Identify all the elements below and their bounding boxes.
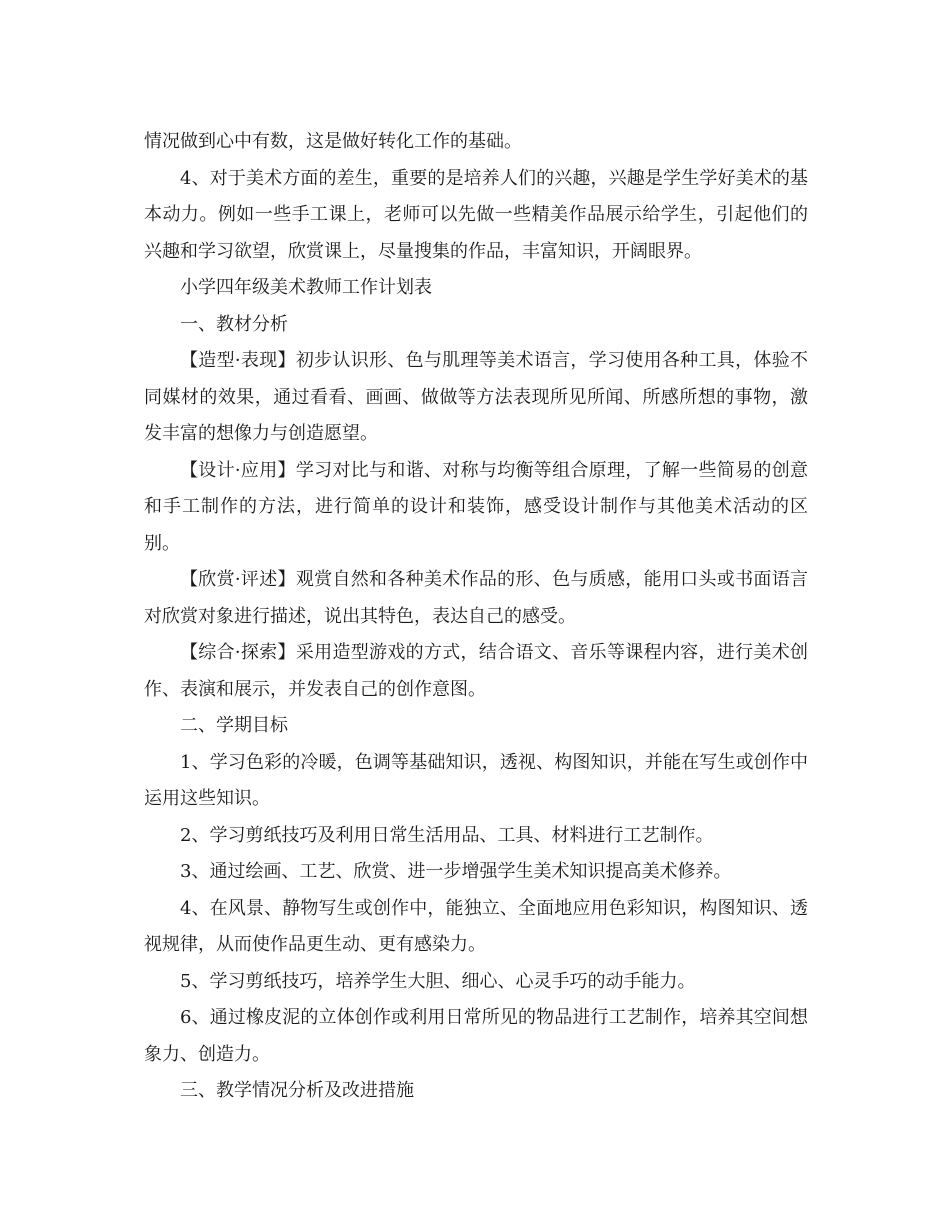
paragraph: 情况做到心中有数，这是做好转化工作的基础。 <box>144 131 522 152</box>
list-item: 3、通过绘画、工艺、欣赏、进一步增强学生美术知识提高美术修养。 <box>180 861 732 882</box>
paragraph: 【设计·应用】学习对比与和谐、对称与均衡等组合原理，了解一些简易的创意和手工制作的方法，进行简单的设计和装饰，感受设计制作与其他美术活动的区别。 <box>144 459 808 554</box>
paragraph: 【造型·表现】初步认识形、色与肌理等美术语言，学习使用各种工具，体验不同媒材的效果，通过看看、画画、做做等方法表现所见所闻、所感所想的事物，激发丰富的想像力与创造愿望。 <box>144 350 808 444</box>
section-title: 小学四年级美术教师工作计划表 <box>180 277 432 298</box>
list-item: 2、学习剪纸技巧及利用日常生活用品、工具、材料进行工艺制作。 <box>180 824 714 846</box>
document-page <box>144 124 808 1110</box>
paragraph: 【综合·探索】采用造型游戏的方式，结合语文、音乐等课程内容，进行美术创作、表演和展示，并发表自己的创作意图。 <box>144 642 808 700</box>
list-item: 6、通过橡皮泥的立体创作或利用日常所见的物品进行工艺制作，培养其空间想象力、创造力。 <box>144 1007 808 1065</box>
list-item: 4、在风景、静物写生或创作中，能独立、全面地应用色彩知识，构图知识、透视规律，从而使作品更生动、更有感染力。 <box>144 897 808 955</box>
section-heading: 三、教学情况分析及改进措施 <box>180 1080 414 1101</box>
paragraph: 4、对于美术方面的差生，重要的是培养人们的兴趣，兴趣是学生学好美术的基本动力。例如一些手工课上，老师可以先做一些精美作品展示给学生，引起他们的兴趣和学习欲望，欣赏课上，尽量搜集的作品，丰富知识，开阔眼界。 <box>144 167 808 262</box>
paragraph: 【欣赏·评述】观赏自然和各种美术作品的形、色与质感，能用口头或书面语言对欣赏对象进行描述，说出其特色，表达自己的感受。 <box>144 569 808 627</box>
section-heading: 二、学期目标 <box>180 715 288 736</box>
section-heading: 一、教材分析 <box>180 313 288 335</box>
list-item: 1、学习色彩的冷暖，色调等基础知识，透视、构图知识，并能在写生或创作中运用这些知识。 <box>144 751 808 809</box>
list-item: 5、学习剪纸技巧，培养学生大胆、细心、心灵手巧的动手能力。 <box>180 970 696 992</box>
